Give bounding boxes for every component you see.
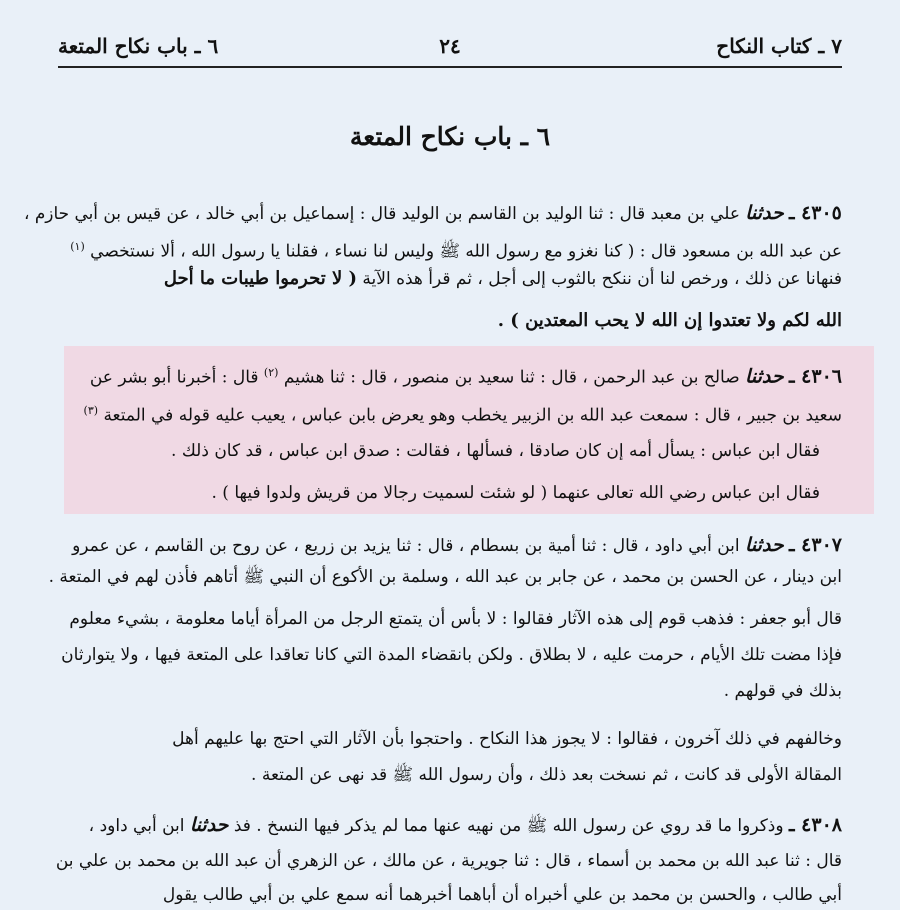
hadith-4305-line-1 [24,198,842,229]
hadith-number: ٤٣٠٥ ـ [789,202,842,224]
hadith-4306-line-3 [171,436,820,466]
haddathana-word: حدثنا [745,365,784,388]
hadith-4308-line-2 [56,846,842,876]
abu-jafar-line-3 [724,676,842,706]
hadith-4307-line-1 [72,530,842,561]
commentary-text: قال أبو جعفر : فذهب قوم إلى هذه الآثار فقالوا : لا بأس أن يتمتع الرجل من المرأة أياما معلومة ، بشيء معلوم [69,609,842,629]
hadith-text: قال : ثنا عبد الله بن محمد بن أسماء ، قال : ثنا جويرية ، عن مالك ، عن الزهري أن عبد الله بن محمد بن علي بن [55,851,842,871]
hadith-4306-line-1 [90,358,842,393]
hadith-number: ٤٣٠٨ ـ [788,814,842,836]
hadith-number: ٤٣٠٦ ـ [788,365,842,388]
chapter-title: ٦ ـ باب نكاح المتعة [349,122,551,151]
hadith-4308-line-3 [163,880,842,910]
haddathana-word: حدثنا [745,534,784,556]
footnote-marker: (٣) [83,404,99,417]
hadith-text: علي بن معبد قال : ثنا الوليد بن القاسم بن الوليد قال : إسماعيل بن أبي خالد ، عن قيس بن أبي حازم ، [24,204,741,224]
hadith-text: عن عبد الله بن مسعود قال : ( كنا نغزو مع رسول الله ﷺ وليس لنا نساء ، فقلنا يا رسول الله ، ألا نستخصي [90,241,842,262]
others-line-1 [172,724,842,754]
page-number: ٢٤ [439,34,461,58]
hadith-text: فنهانا عن ذلك ، ورخص لنا أن ننكح بالثوب إلى أجل ، ثم قرأ هذه الآية [362,269,842,289]
haddathana-word: حدثنا [189,814,229,836]
commentary-text: وخالفهم في ذلك آخرون ، فقالوا : لا يجوز هذا النكاح . واحتجوا بأن الآثار التي احتج بها عليهم أهل [172,729,842,749]
hadith-4305-line-3 [164,264,842,294]
hadith-4307-line-2 [49,562,842,592]
hadith-text: ابن دينار ، عن الحسن بن محمد ، عن جابر بن عبد الله ، وسلمة بن الأكوع أن النبي ﷺ أتاهم فأذن لهم في المتعة . [48,567,842,587]
abu-jafar-line-1 [69,604,842,634]
haddathana-word: حدثنا [745,202,784,224]
hadith-4305-line-4 [498,306,842,336]
hadith-4308-line-1 [89,810,842,841]
hadith-text: وذكروا ما قد روي عن رسول الله ﷺ من نهيه عنها مما لم يذكر فيها النسخ . [256,816,784,836]
running-header [58,30,842,68]
hadith-text: قال : أخبرنا أبو بشر عن [89,367,259,388]
hadith-text: فذ [233,816,251,836]
quran-verse: الله لكم ولا تعتدوا إن الله لا يحب المعتدين ) . [497,310,842,331]
commentary-text: بذلك في قولهم . [723,681,842,701]
commentary-text: المقالة الأولى قد كانت ، ثم نسخت بعد ذلك ، وأن رسول الله ﷺ قد نهى عن المتعة . [251,765,842,785]
hadith-number: ٤٣٠٧ ـ [788,534,842,556]
hadith-4306-line-4 [211,478,820,508]
hadith-text: أبي طالب ، والحسن بن محمد بن علي أخبراه أن أباهما أخبرهما أنه سمع علي بن أبي طالب يقول [162,885,842,905]
hadith-4306-line-2 [84,396,842,431]
hadith-text: فقال ابن عباس رضي الله تعالى عنهما ( لو شئت لسميت رجالا من قريش ولدوا فيها ) . [211,483,820,503]
header-book-title: ٧ ـ كتاب النكاح [716,34,842,58]
footnote-marker: (٢) [263,366,279,379]
hadith-4305-line-2 [70,232,842,267]
hadith-text: فقال ابن عباس : يسأل أمه إن كان صادقا ، فسألها ، فقالت : صدق ابن عباس ، قد كان ذلك . [171,441,820,461]
hadith-text: ابن أبي داود ، [88,816,185,836]
abu-jafar-line-2 [61,640,842,670]
header-chapter-title: ٦ ـ باب نكاح المتعة [58,34,219,58]
others-line-2 [251,760,842,790]
hadith-text: سعيد بن جبير ، قال : سمعت عبد الله بن الزبير يخطب وهو يعرض بابن عباس ، يعيب عليه قوله في المتعة [103,405,842,426]
hadith-text: ابن أبي داود ، قال : ثنا أمية بن بسطام ، قال : ثنا يزيد بن زريع ، عن روح بن القاسم ، عن عمرو [72,536,740,556]
hadith-text: صالح بن عبد الرحمن ، قال : ثنا سعيد بن منصور ، قال : ثنا هشيم [283,367,740,388]
commentary-text: فإذا مضت تلك الأيام ، حرمت عليه ، لا بطلاق . ولكن بانقضاء المدة التي كانا تعاقدا على المتعة فيها ، ولا يتوارثان [61,645,842,665]
quran-verse: ( لا تحرموا طيبات ما أحل [163,268,358,289]
footnote-marker: (١) [70,240,85,253]
